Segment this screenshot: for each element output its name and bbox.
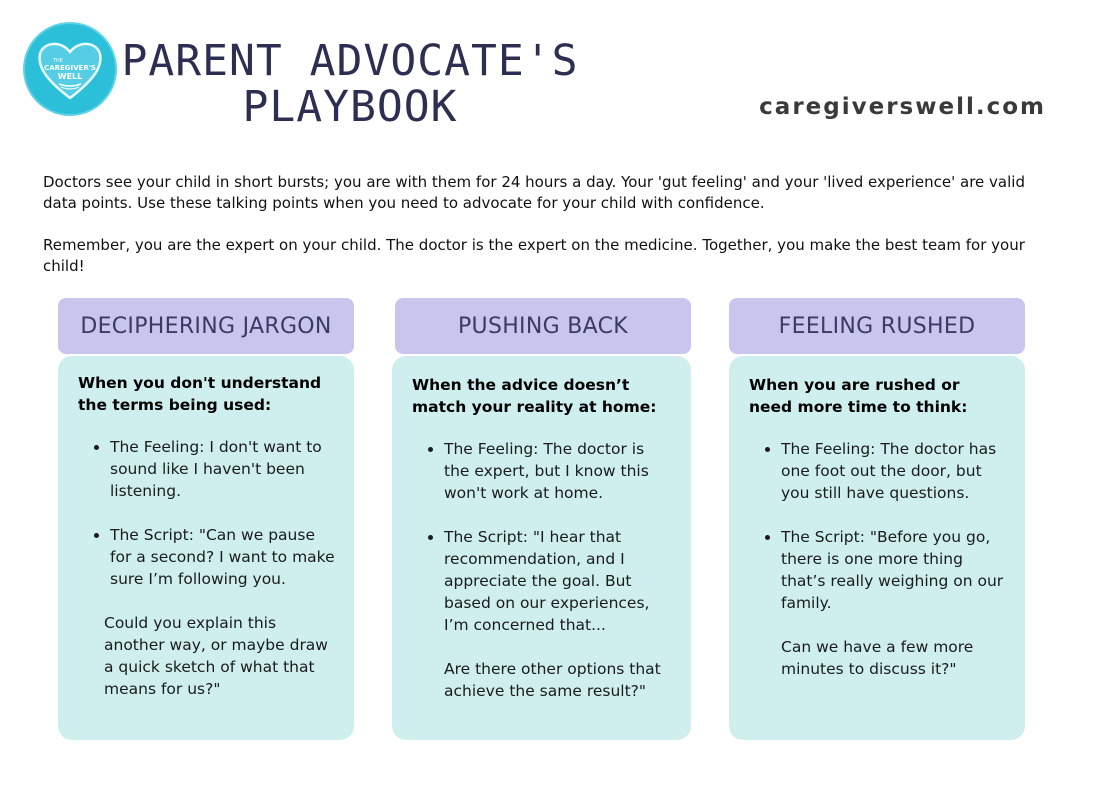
card-header-feeling-rushed: FEELING RUSHED	[729, 298, 1025, 354]
card-script-continuation: Can we have a few more minutes to discuss it?"	[781, 638, 974, 678]
page-title	[120, 38, 580, 130]
card-header-pushing-back: PUSHING BACK	[395, 298, 691, 354]
card-pushing-back	[392, 356, 691, 740]
website-url: caregiverswell.com	[759, 94, 1046, 120]
logo-badge	[23, 22, 117, 116]
logo-text-caregivers: CAREGIVER'S	[44, 64, 96, 72]
card-feeling: • The Feeling: The doctor is the expert, but I know this won't work at home.	[444, 438, 673, 504]
card-feeling-rushed	[729, 356, 1025, 740]
card-list	[78, 436, 336, 590]
intro-paragraph-2: Remember, you are the expert on your child. The doctor is the expert on the medicine. Together, you make the best team for your child!	[43, 236, 1025, 275]
card-list	[412, 438, 673, 636]
card-header-deciphering-jargon: DECIPHERING JARGON	[58, 298, 354, 354]
page-title-line-1: PARENT ADVOCATE'S	[121, 36, 579, 86]
card-heading: When the advice doesn’t match your reality at home:	[412, 376, 657, 416]
card-deciphering-jargon	[58, 356, 354, 740]
caregivers-well-logo	[23, 22, 117, 116]
card-script: • The Script: "Before you go, there is one more thing that’s really weighing on our family.	[781, 526, 1007, 614]
card-heading: When you don't understand the terms being used:	[78, 374, 322, 414]
card-script-continuation: Are there other options that achieve the same result?"	[444, 660, 661, 700]
card-script: • The Script: "I hear that recommendation, and I appreciate the goal. But based on our experiences, I’m concerned that...	[444, 526, 673, 636]
card-feeling: • The Feeling: I don't want to sound like I haven't been listening.	[110, 436, 336, 502]
card-feeling: • The Feeling: The doctor has one foot out the door, but you still have questions.	[781, 438, 1007, 504]
page-title-line-2: PLAYBOOK	[242, 82, 458, 132]
logo-text-well: WELL	[57, 72, 83, 81]
card-heading: When you are rushed or need more time to think:	[749, 376, 968, 416]
intro-paragraph-1: Doctors see your child in short bursts; you are with them for 24 hours a day. Your 'gut feeling' and your 'lived experience' are valid data points. Use these talking points when you need to advocate for your child with confidence.	[43, 173, 1025, 212]
card-script-continuation: Could you explain this another way, or maybe draw a quick sketch of what that means for us?"	[104, 614, 328, 698]
card-list	[749, 438, 1007, 614]
intro-text	[43, 172, 1063, 298]
card-script: • The Script: "Can we pause for a second? I want to make sure I’m following you.	[110, 524, 336, 590]
logo-text-the: THE	[53, 58, 63, 64]
